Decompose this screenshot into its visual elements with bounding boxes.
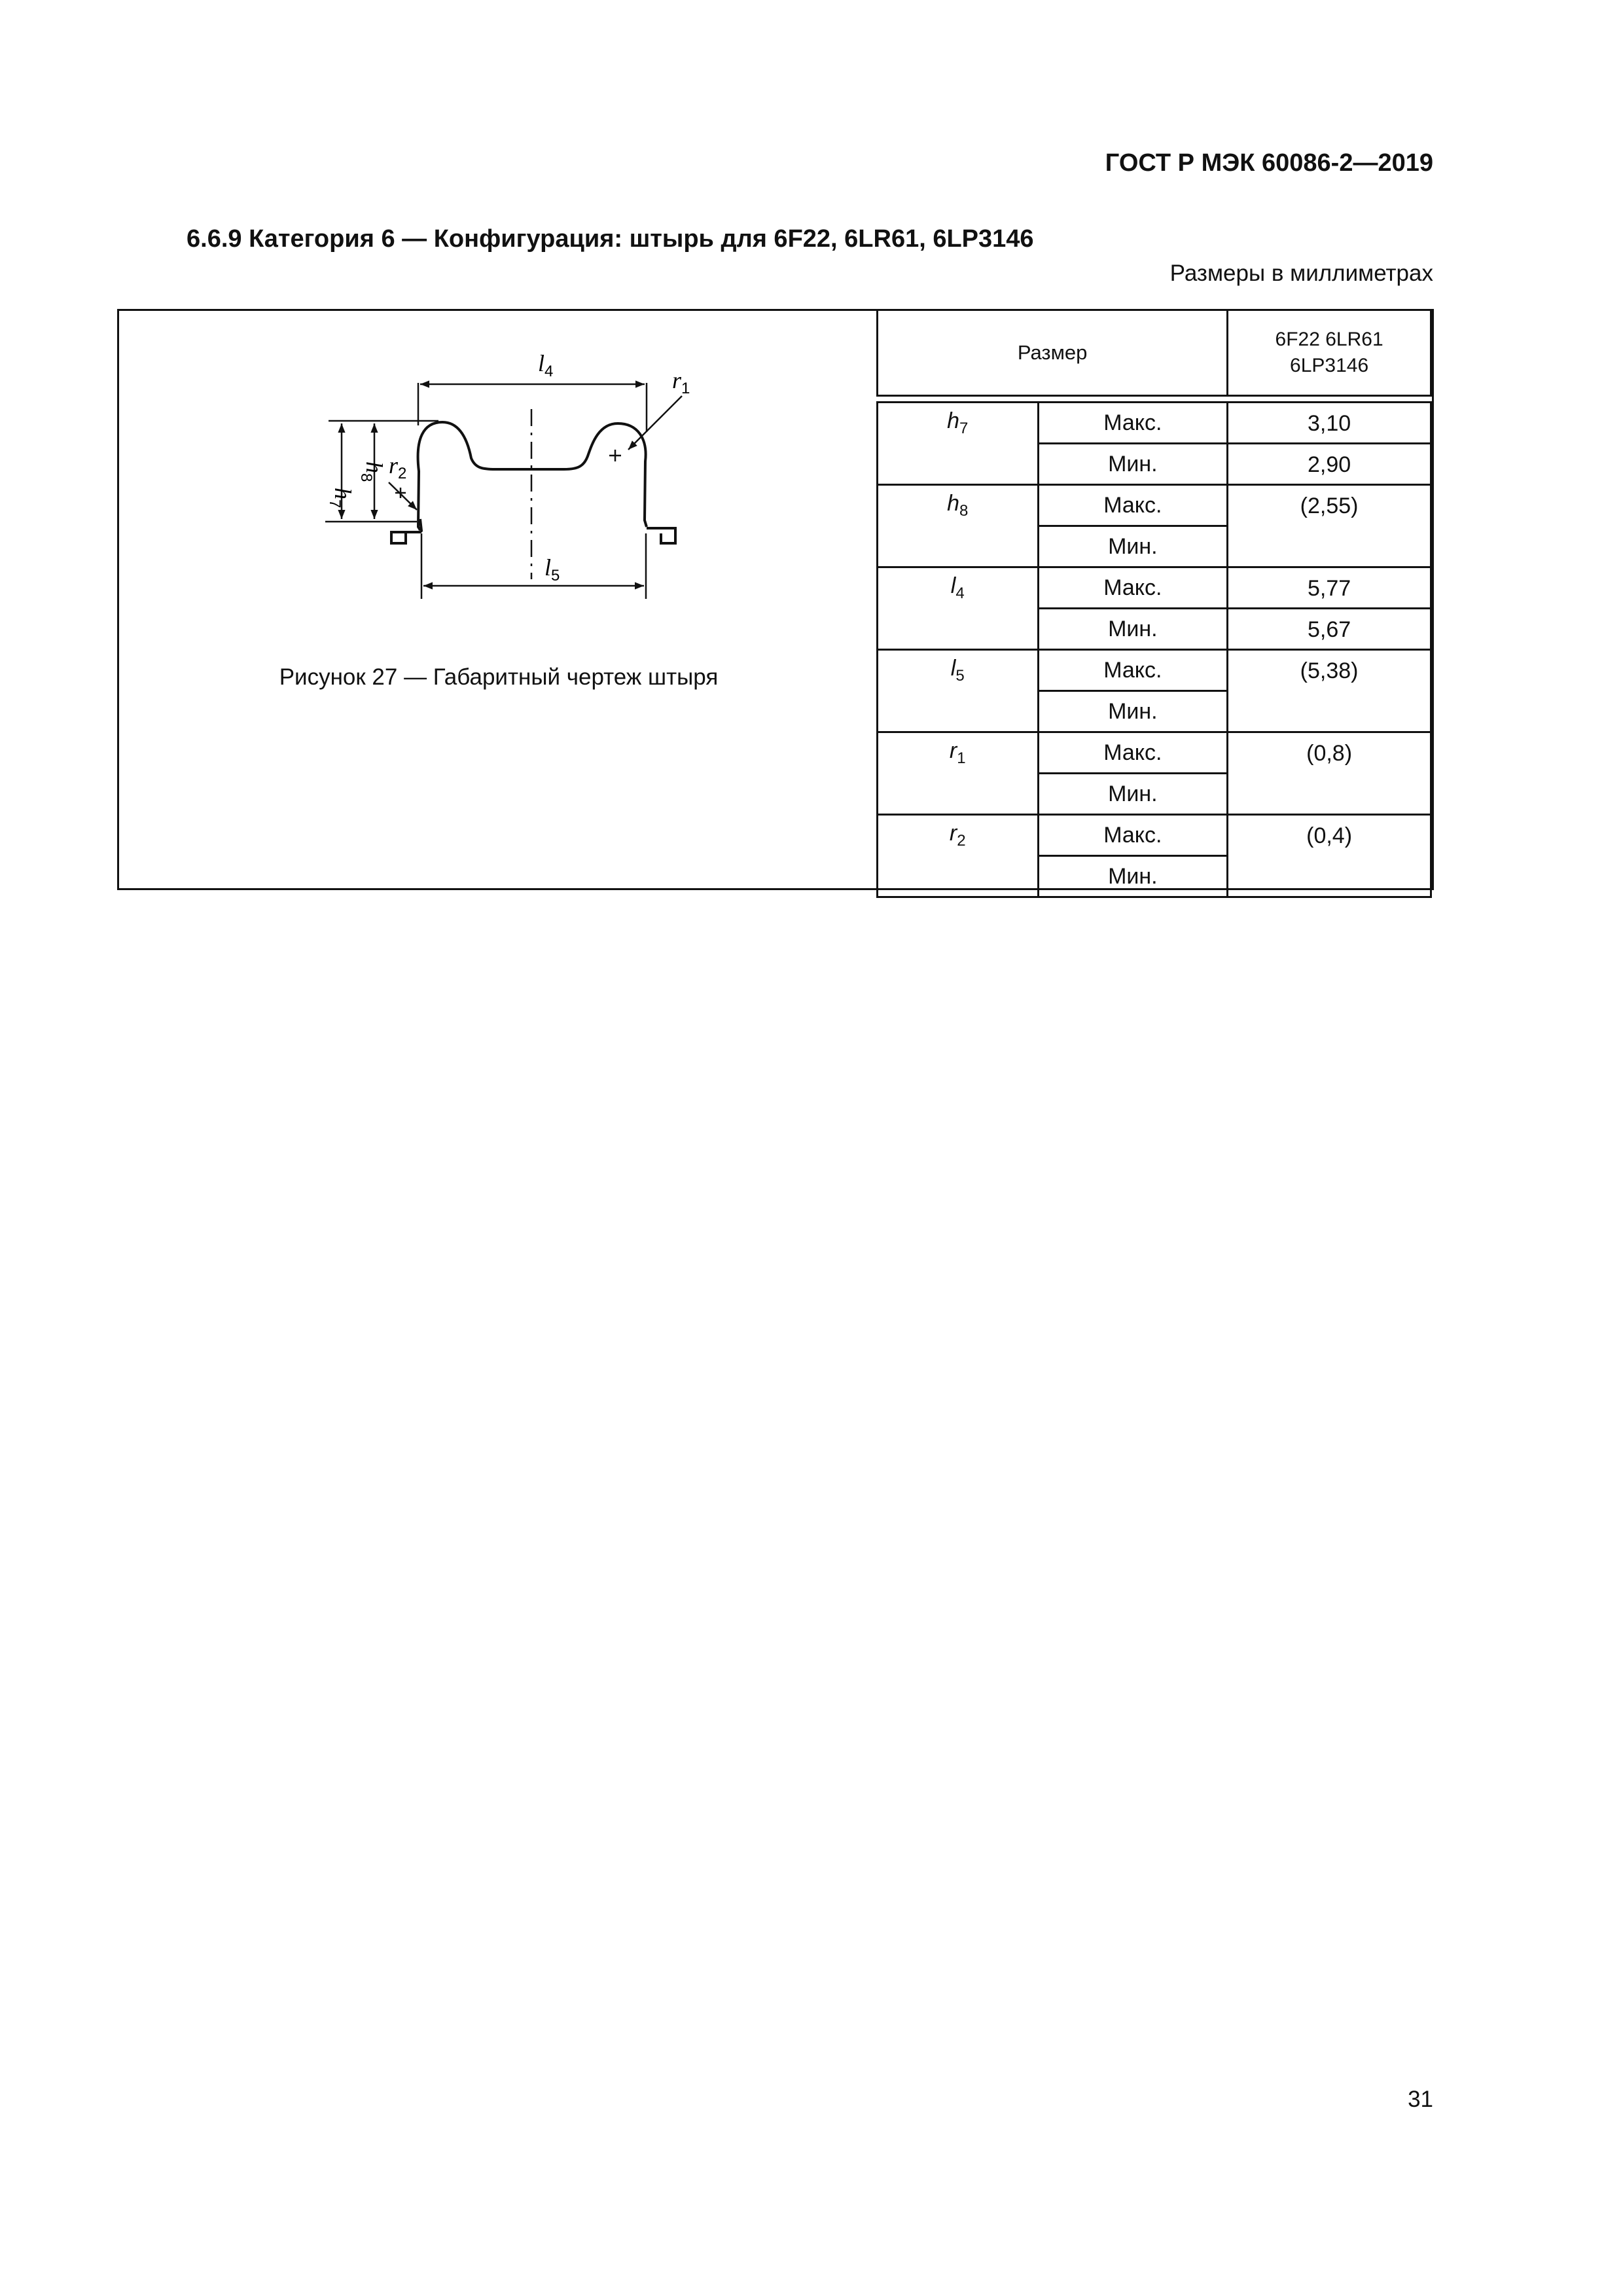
header-size: Размер xyxy=(878,310,1228,396)
standard-number: ГОСТ Р МЭК 60086-2—2019 xyxy=(1105,149,1433,177)
value-cell: (0,8) xyxy=(1228,732,1431,815)
terminal-profile xyxy=(391,422,675,543)
max-label: Макс. xyxy=(1038,567,1228,609)
dimension-l5 xyxy=(421,533,646,599)
label-h7: $h_7$ xyxy=(326,488,356,509)
figure-table-frame xyxy=(117,309,1434,890)
value-cell: (2,55) xyxy=(1228,485,1431,567)
max-value: 3,10 xyxy=(1228,403,1431,444)
row-symbol: $r_2$ xyxy=(878,815,1039,897)
table-row xyxy=(878,567,1431,609)
radius-r2-leader xyxy=(389,482,417,510)
min-value: 5,67 xyxy=(1228,609,1431,650)
row-symbol: $h_7$ xyxy=(878,403,1039,485)
min-label: Мин. xyxy=(1038,609,1228,650)
terminal-drawing xyxy=(119,311,878,888)
row-symbol: $l_5$ xyxy=(878,650,1039,732)
max-label: Макс. xyxy=(1038,403,1228,444)
label-r2: $r_2$ xyxy=(389,452,407,482)
value-cell: (0,4) xyxy=(1228,815,1431,897)
table-row xyxy=(878,485,1431,526)
max-value: 5,77 xyxy=(1228,567,1431,609)
table-row xyxy=(878,403,1431,444)
header-separator xyxy=(878,396,1431,403)
units-note: Размеры в миллиметрах xyxy=(1169,260,1433,286)
max-label: Макс. xyxy=(1038,485,1228,526)
terminal-outline-svg xyxy=(119,311,878,651)
dimensions-table xyxy=(876,309,1432,898)
label-h8: $h_8$ xyxy=(357,461,387,482)
label-r1: $r_1$ xyxy=(672,367,690,397)
table-header-row xyxy=(878,310,1431,396)
min-label: Мин. xyxy=(1038,774,1228,815)
max-label: Макс. xyxy=(1038,815,1228,856)
header-types-line-2: 6LP3146 xyxy=(1290,355,1369,376)
row-symbol: $l_4$ xyxy=(878,567,1039,650)
label-l5: $l_5$ xyxy=(544,554,560,584)
page-number: 31 xyxy=(1408,2087,1433,2112)
row-symbol: $r_1$ xyxy=(878,732,1039,815)
label-l4: $l_4$ xyxy=(538,350,554,380)
min-label: Мин. xyxy=(1038,444,1228,485)
table-row xyxy=(878,732,1431,774)
header-battery-types xyxy=(1228,310,1431,396)
header-types-line-1: 6F22 6LR61 xyxy=(1275,328,1383,350)
row-symbol: $h_8$ xyxy=(878,485,1039,567)
max-label: Макс. xyxy=(1038,732,1228,774)
section-title: 6.6.9 Категория 6 — Конфигурация: штырь для 6F22, 6LR61, 6LP3146 xyxy=(187,225,1034,253)
figure-caption: Рисунок 27 — Габаритный чертеж штыря xyxy=(279,664,719,690)
table-row xyxy=(878,650,1431,691)
value-cell: (5,38) xyxy=(1228,650,1431,732)
min-value: 2,90 xyxy=(1228,444,1431,485)
max-label: Макс. xyxy=(1038,650,1228,691)
min-label: Мин. xyxy=(1038,856,1228,897)
min-label: Мин. xyxy=(1038,526,1228,567)
table-row xyxy=(878,815,1431,856)
min-label: Мин. xyxy=(1038,691,1228,732)
